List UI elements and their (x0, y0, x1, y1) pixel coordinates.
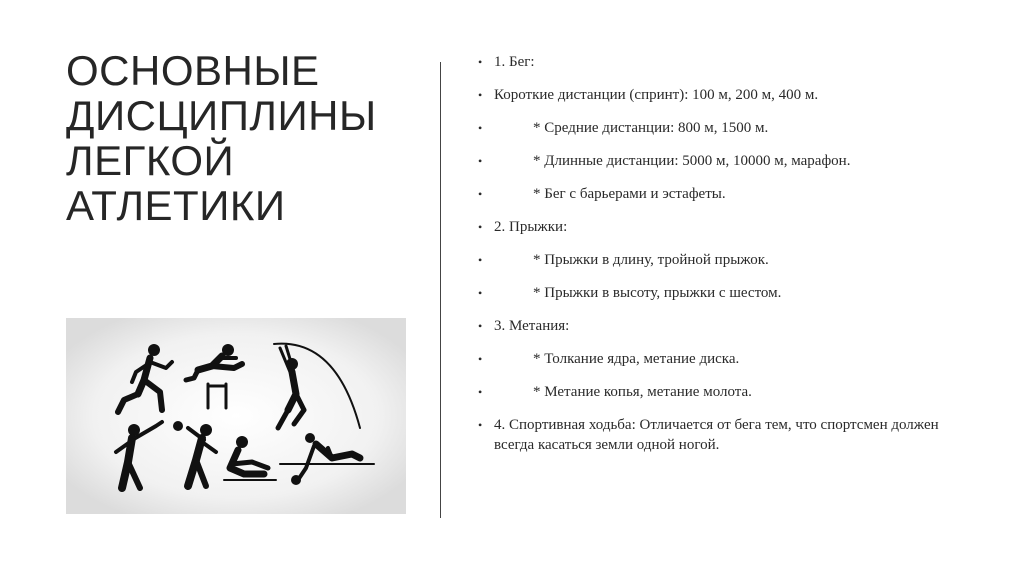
list-item-text: * Прыжки в длину, тройной прыжок. (533, 252, 769, 268)
image-background (66, 318, 406, 514)
bullet-icon: • (478, 418, 483, 432)
list-item-text: Короткие дистанции (спринт): 100 м, 200 м, 400 м. (494, 87, 819, 103)
bullet-icon: • (478, 319, 483, 333)
bullet-icon: • (478, 352, 483, 366)
vertical-divider (440, 62, 441, 518)
list-item-text: * Прыжки в высоту, прыжки с шестом. (533, 285, 782, 301)
list-item (478, 250, 978, 270)
list-item-text: * Бег с барьерами и эстафеты. (533, 186, 726, 202)
bullet-icon: • (478, 253, 483, 267)
list-item (478, 85, 978, 105)
athletics-silhouettes-image (66, 318, 406, 514)
disciplines-list (478, 52, 978, 468)
title-line-3: ЛЕГКОЙ (66, 137, 235, 184)
list-item (478, 217, 978, 237)
list-item (478, 118, 978, 138)
bullet-icon: • (478, 154, 483, 168)
title-line-4: АТЛЕТИКИ (66, 182, 286, 229)
title-line-1: ОСНОВНЫЕ (66, 47, 320, 94)
slide-title (66, 48, 406, 228)
bullet-icon: • (478, 88, 483, 102)
list-item (478, 415, 978, 455)
list-item (478, 52, 978, 72)
list-item-text: 4. Спортивная ходьба: Отличается от бега тем, что спортсмен должен всегда касаться земли одной ногой. (494, 417, 939, 453)
list-item-text: * Средние дистанции: 800 м, 1500 м. (533, 120, 769, 136)
bullet-icon: • (478, 187, 483, 201)
list-item-text: * Толкание ядра, метание диска. (533, 351, 740, 367)
bullet-icon: • (478, 286, 483, 300)
list-item (478, 184, 978, 204)
list-item-text: 2. Прыжки: (494, 219, 568, 235)
bullet-icon: • (478, 121, 483, 135)
list-item-text: * Метание копья, метание молота. (533, 384, 752, 400)
bullet-icon: • (478, 385, 483, 399)
list-item (478, 382, 978, 402)
list-item (478, 151, 978, 171)
bullet-icon: • (478, 220, 483, 234)
bullet-icon: • (478, 55, 483, 69)
list-item (478, 316, 978, 336)
list-item-text: 3. Метания: (494, 318, 570, 334)
list-item (478, 283, 978, 303)
list-item-text: * Длинные дистанции: 5000 м, 10000 м, марафон. (533, 153, 851, 169)
list-item (478, 349, 978, 369)
list-item-text: 1. Бег: (494, 54, 535, 70)
title-line-2: ДИСЦИПЛИНЫ (66, 92, 377, 139)
